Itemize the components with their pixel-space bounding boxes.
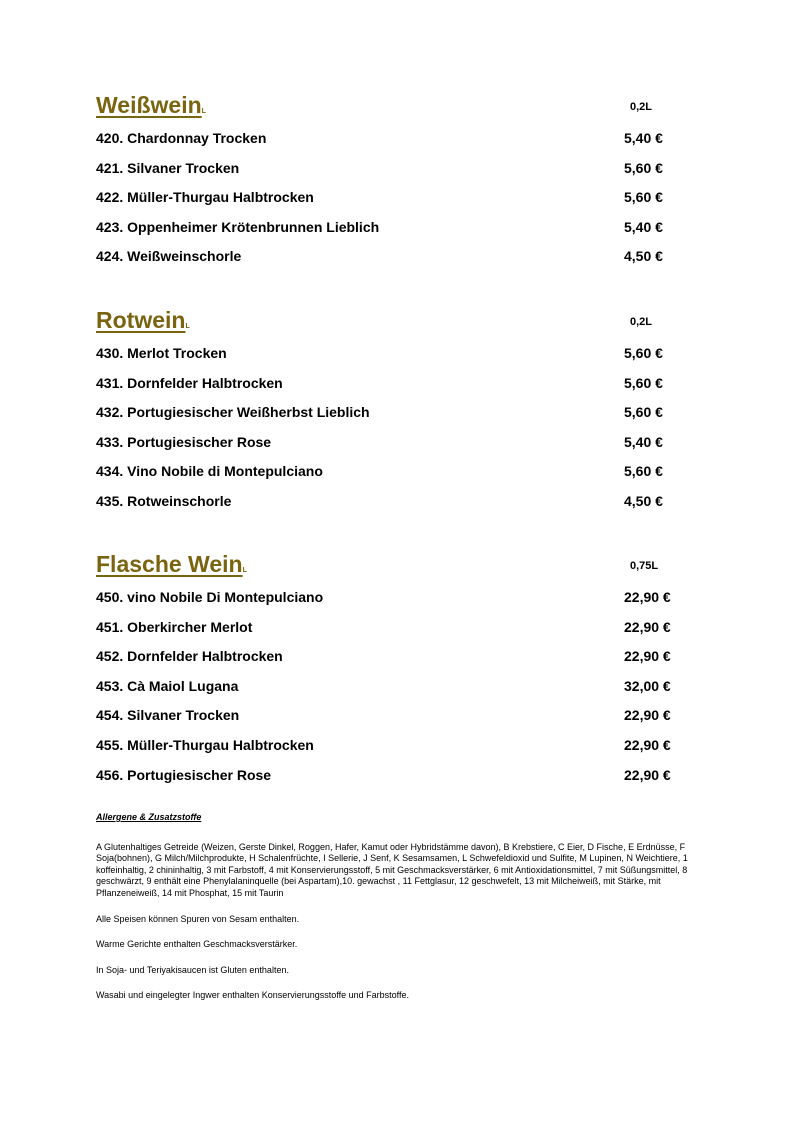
item-price: 4,50 € [624, 248, 663, 265]
section-size: 0,2L [630, 316, 653, 328]
section-rotwein [96, 307, 696, 523]
menu-item [96, 463, 696, 493]
menu-item [96, 589, 696, 619]
item-name: 435. Rotweinschorle [96, 492, 232, 509]
allergen-note: Alle Speisen können Spuren von Sesam enthalten. [96, 913, 300, 924]
allergen-note: Warme Gerichte enthalten Geschmacksverstärker. [96, 939, 298, 950]
menu-item [96, 648, 696, 678]
section-header [96, 551, 696, 581]
menu-item [96, 189, 696, 219]
menu-item [96, 404, 696, 434]
section-size: 0,2L [630, 101, 653, 113]
menu-item [96, 707, 696, 737]
section-header [96, 92, 696, 122]
menu-item [96, 248, 696, 278]
menu-item [96, 219, 696, 249]
item-name: 431. Dornfelder Halbtrocken [96, 374, 283, 391]
allergen-note: In Soja- und Teriyakisaucen ist Gluten enthalten. [96, 964, 289, 975]
item-name: 424. Weißweinschorle [96, 248, 242, 265]
item-name: 422. Müller-Thurgau Halbtrocken [96, 189, 314, 206]
item-price: 5,40 € [624, 130, 663, 146]
item-price: 5,60 € [624, 189, 663, 206]
item-name: 453. Cà Maiol Lugana [96, 677, 239, 694]
item-price: 4,50 € [624, 492, 663, 509]
menu-item [96, 678, 696, 708]
menu-item [96, 160, 696, 190]
item-price: 22,90 € [624, 736, 671, 753]
allergen-list: A Glutenhaltiges Getreide (Weizen, Gerste Dinkel, Roggen, Hafer, Kamut oder Hybridstämme davon), B Krebstiere, C Eier, D Fische, E Erdnüsse, F Soja(bohnen), G Milch/Milchprodukte, H Schalenfrüchte, I Sellerie, J Senf, K Sesamsamen, L Schwefeldioxid und Sulfite, M Lupinen, N Weichtiere, 1 koffeinhaltig, 2 chininhaltig, 3 mit Farbstoff, 4 mit Konservierungsstoff, 5 mit Geschmacksverstärker, 6 mit Antioxidationsmittel, 7 mit Süßungsmittel, 8 geschwärzt, 9 enthält eine Phenylalaninquelle (bei Aspartam),10. gewachst , 11 Fettglasur, 12 geschwefelt, 13 mit Milcheiweiß, mit Stärke, mit Pflanzeneiweiß, 14 mit Phosphat, 15 mit Taurin [96, 841, 688, 898]
section-title: Rotwein [96, 307, 186, 333]
item-price: 5,60 € [624, 159, 663, 176]
item-name: 421. Silvaner Trocken [96, 159, 240, 176]
item-price: 5,60 € [624, 374, 663, 391]
allergen-note: Wasabi und eingelegter Ingwer enthalten Konservierungsstoffe und Farbstoffe. [96, 990, 410, 1001]
item-price: 22,90 € [624, 766, 671, 783]
item-price: 22,90 € [624, 589, 671, 605]
section-size: 0,75L [630, 560, 659, 572]
menu-item [96, 345, 696, 375]
item-price: 5,60 € [624, 345, 663, 361]
item-name: 450. vino Nobile Di Montepulciano [96, 589, 324, 605]
section-title-sup: L [201, 108, 206, 115]
menu-item [96, 375, 696, 405]
item-price: 22,90 € [624, 707, 671, 724]
item-price: 32,00 € [624, 677, 671, 694]
item-price: 22,90 € [624, 618, 671, 635]
item-name: 454. Silvaner Trocken [96, 707, 240, 724]
item-name: 423. Oppenheimer Krötenbrunnen Lieblich [96, 218, 380, 235]
item-name: 433. Portugiesischer Rose [96, 433, 272, 450]
section-weisswein [96, 92, 696, 278]
menu-item [96, 767, 696, 797]
menu-item [96, 619, 696, 649]
section-title-sup: L [242, 567, 247, 574]
item-name: 452. Dornfelder Halbtrocken [96, 648, 283, 665]
item-price: 22,90 € [624, 648, 671, 665]
item-name: 455. Müller-Thurgau Halbtrocken [96, 736, 314, 753]
section-flasche-wein [96, 551, 696, 796]
item-name: 434. Vino Nobile di Montepulciano [96, 463, 323, 480]
section-title-sup: L [185, 323, 190, 330]
allergen-title: Allergene & Zusatzstoffe [96, 812, 202, 822]
section-title: Weißwein [96, 92, 202, 118]
allergen-info [96, 812, 700, 1016]
item-name: 432. Portugiesischer Weißherbst Lieblich [96, 404, 370, 421]
item-price: 5,40 € [624, 433, 663, 450]
item-price: 5,40 € [624, 218, 663, 235]
item-name: 451. Oberkircher Merlot [96, 618, 253, 635]
section-header [96, 307, 696, 337]
item-price: 5,60 € [624, 404, 663, 421]
menu-item [96, 493, 696, 523]
menu-item [96, 130, 696, 160]
section-title: Flasche Wein [96, 551, 243, 577]
item-price: 5,60 € [624, 463, 663, 480]
item-name: 456. Portugiesischer Rose [96, 766, 272, 783]
item-name: 420. Chardonnay Trocken [96, 130, 267, 146]
item-name: 430. Merlot Trocken [96, 345, 227, 361]
menu-item [96, 737, 696, 767]
menu-item [96, 434, 696, 464]
